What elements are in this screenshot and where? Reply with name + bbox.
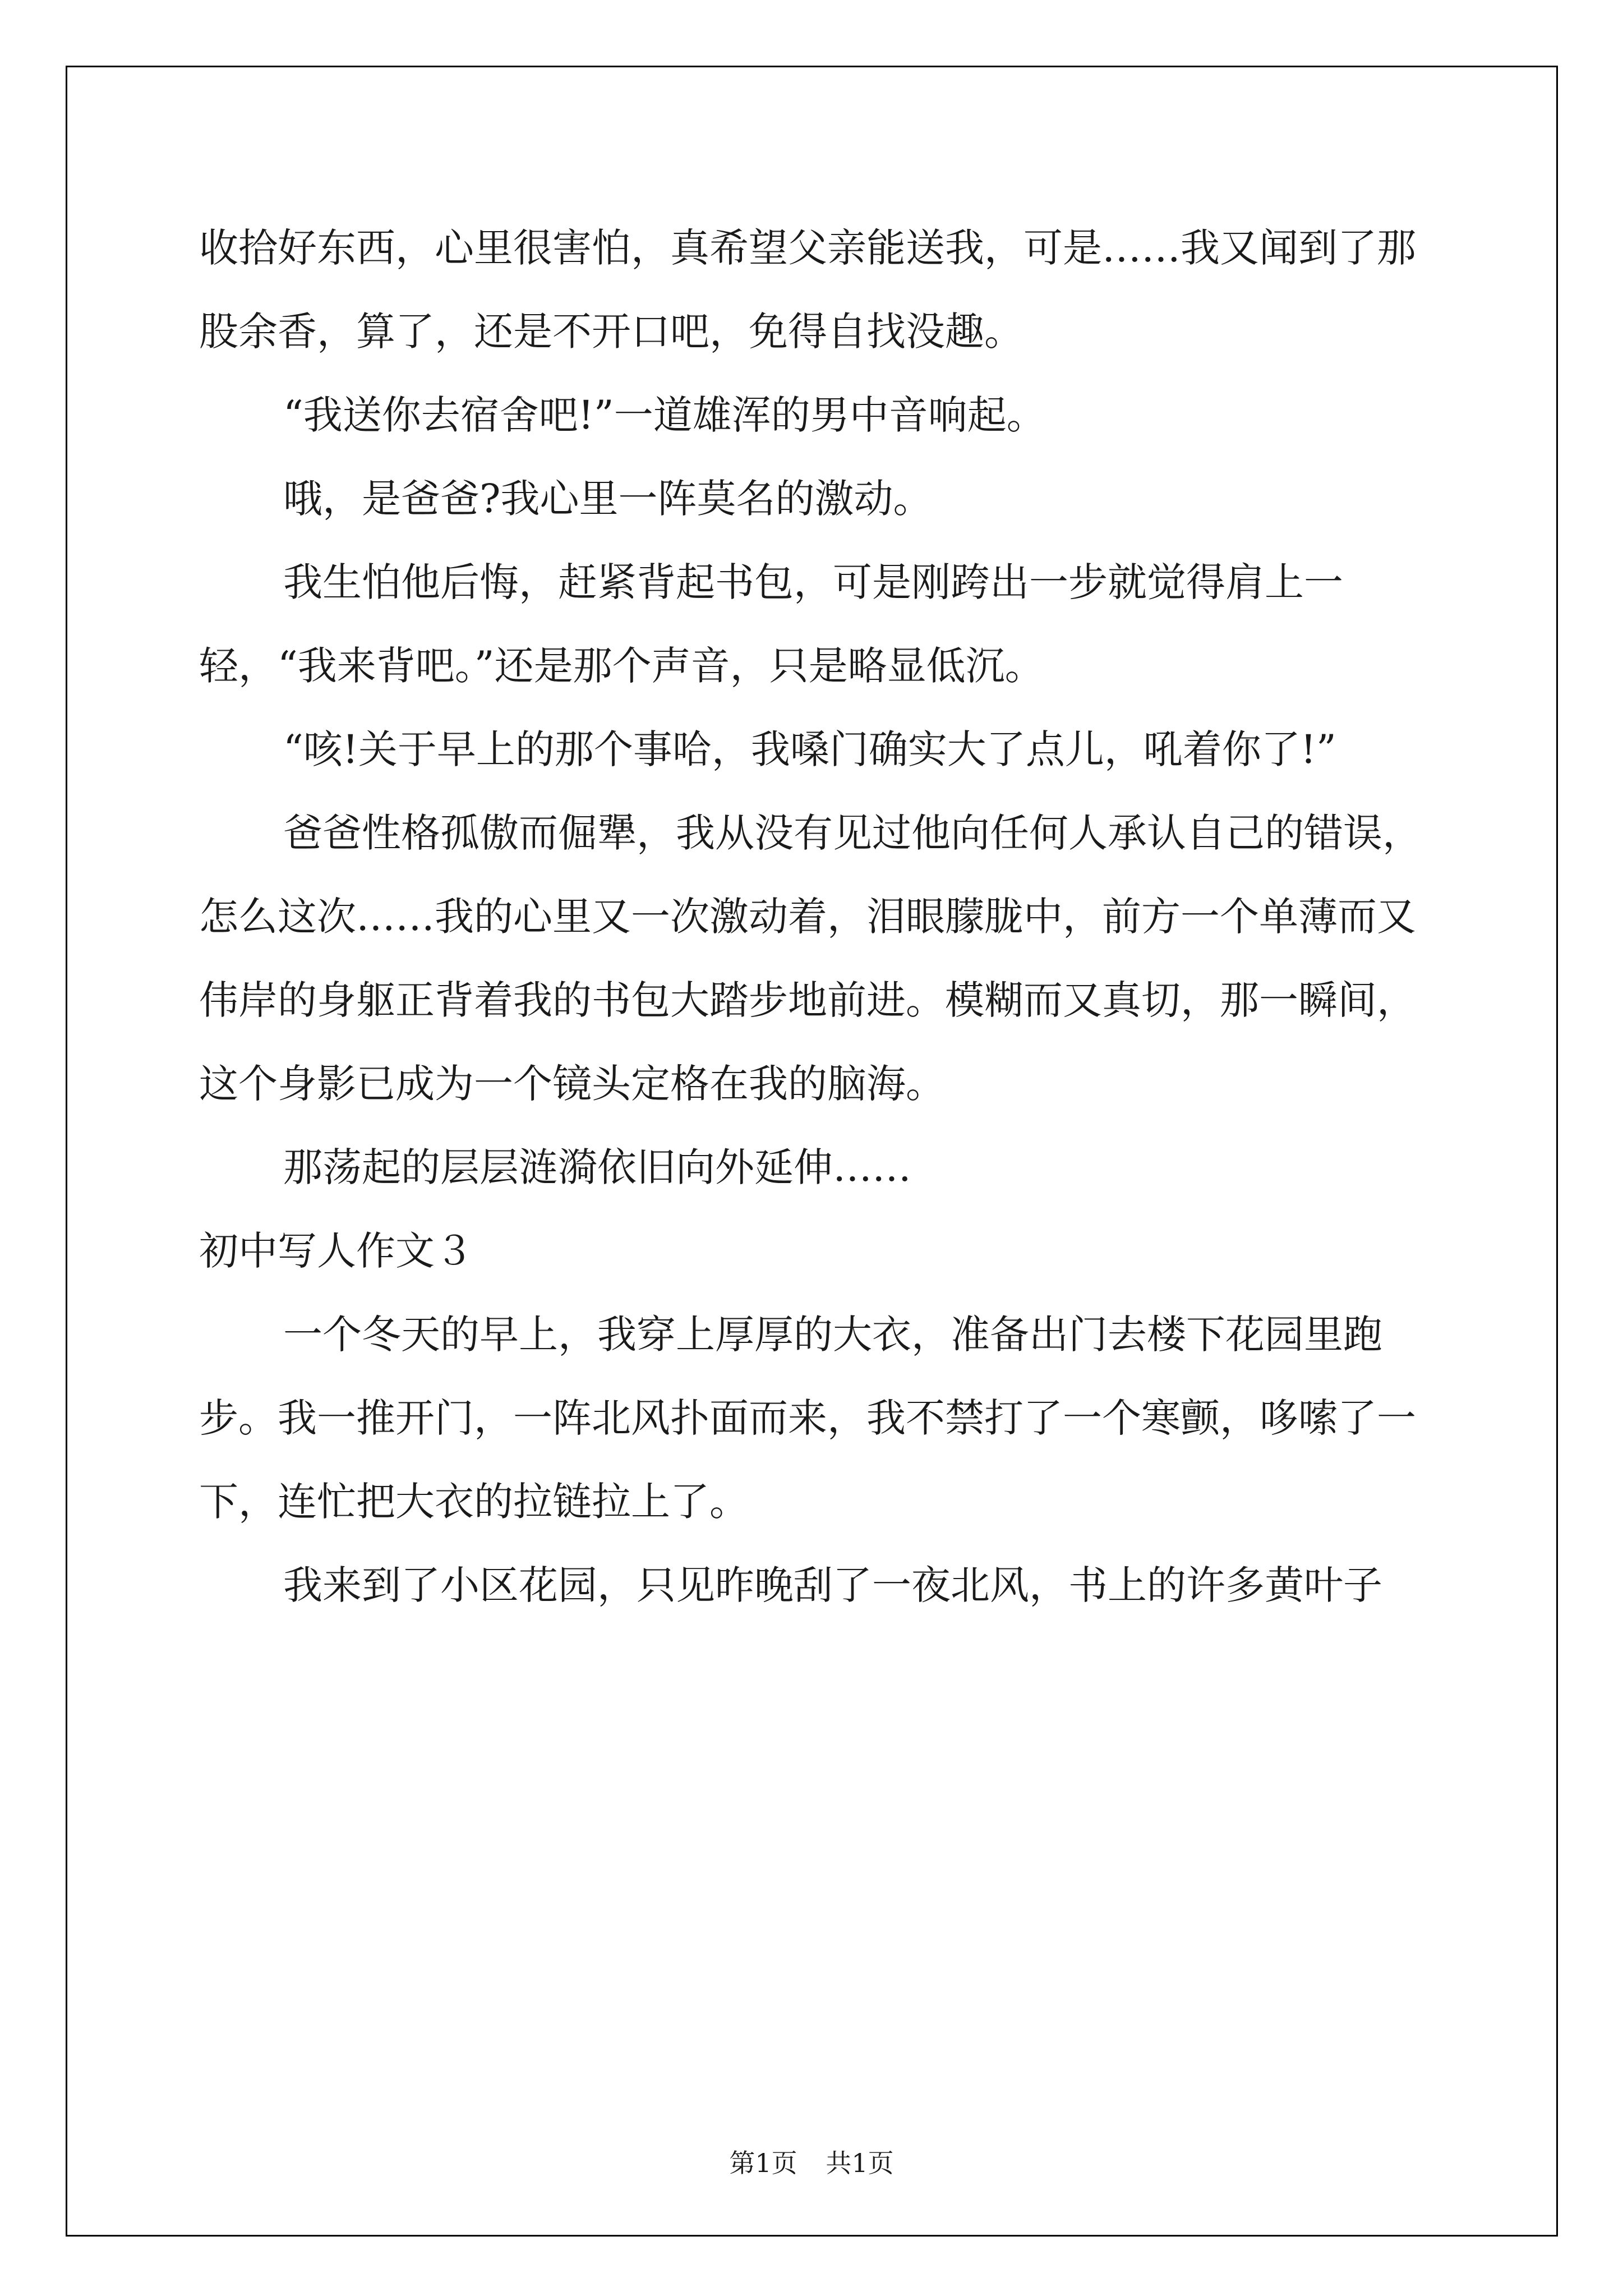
paragraph-4: 我生怕他后悔，赶紧背起书包，可是刚跨出一步就觉得肩上一轻，“我来背吧。”还是那个声音，只是略显低沉。	[199, 559, 1343, 689]
paragraph-5: “咳!关于早上的那个事哈，我嗓门确实大了点儿，吼着你了!”	[283, 726, 1336, 772]
paragraph-7: 那荡起的层层涟漪依旧向外延伸……	[283, 1144, 911, 1190]
paragraph-6: 爸爸性格孤傲而倔犟，我从没有见过他向任何人承认自己的错误，怎么这次……我的心里又一次激动着，泪眼朦胧中，前方一个单薄而又伟岸的身躯正背着我的书包大踏步地前进。模糊而又真切，那一瞬间，这个身影已成为一个镜头定格在我的脑海。	[199, 810, 1422, 1107]
page-number: 第1页	[729, 2148, 797, 2178]
paragraph-3: 哦，是爸爸?我心里一阵莫名的激动。	[283, 476, 933, 522]
paragraph-2: “我送你去宿舍吧!”一道雄浑的男中音响起。	[283, 392, 1046, 438]
page-total: 共1页	[826, 2148, 894, 2178]
page-footer	[0, 2143, 1623, 2180]
paragraph-9: 我来到了小区花园，只见昨晚刮了一夜北风，书上的许多黄叶子	[283, 1562, 1382, 1608]
paragraph-8: 一个冬天的早上，我穿上厚厚的大衣，准备出门去楼下花园里跑步。我一推开门，一阵北风扑面而来，我不禁打了一个寒颤，哆嗦了一下，连忙把大衣的拉链拉上了。	[199, 1312, 1416, 1525]
paragraph-1: 收拾好东西，心里很害怕，真希望父亲能送我，可是……我又闻到了那股余香，算了，还是不开口吧，免得自找没趣。	[199, 225, 1416, 355]
document-body	[199, 206, 1427, 1627]
section-heading: 初中写人作文３	[199, 1228, 474, 1274]
